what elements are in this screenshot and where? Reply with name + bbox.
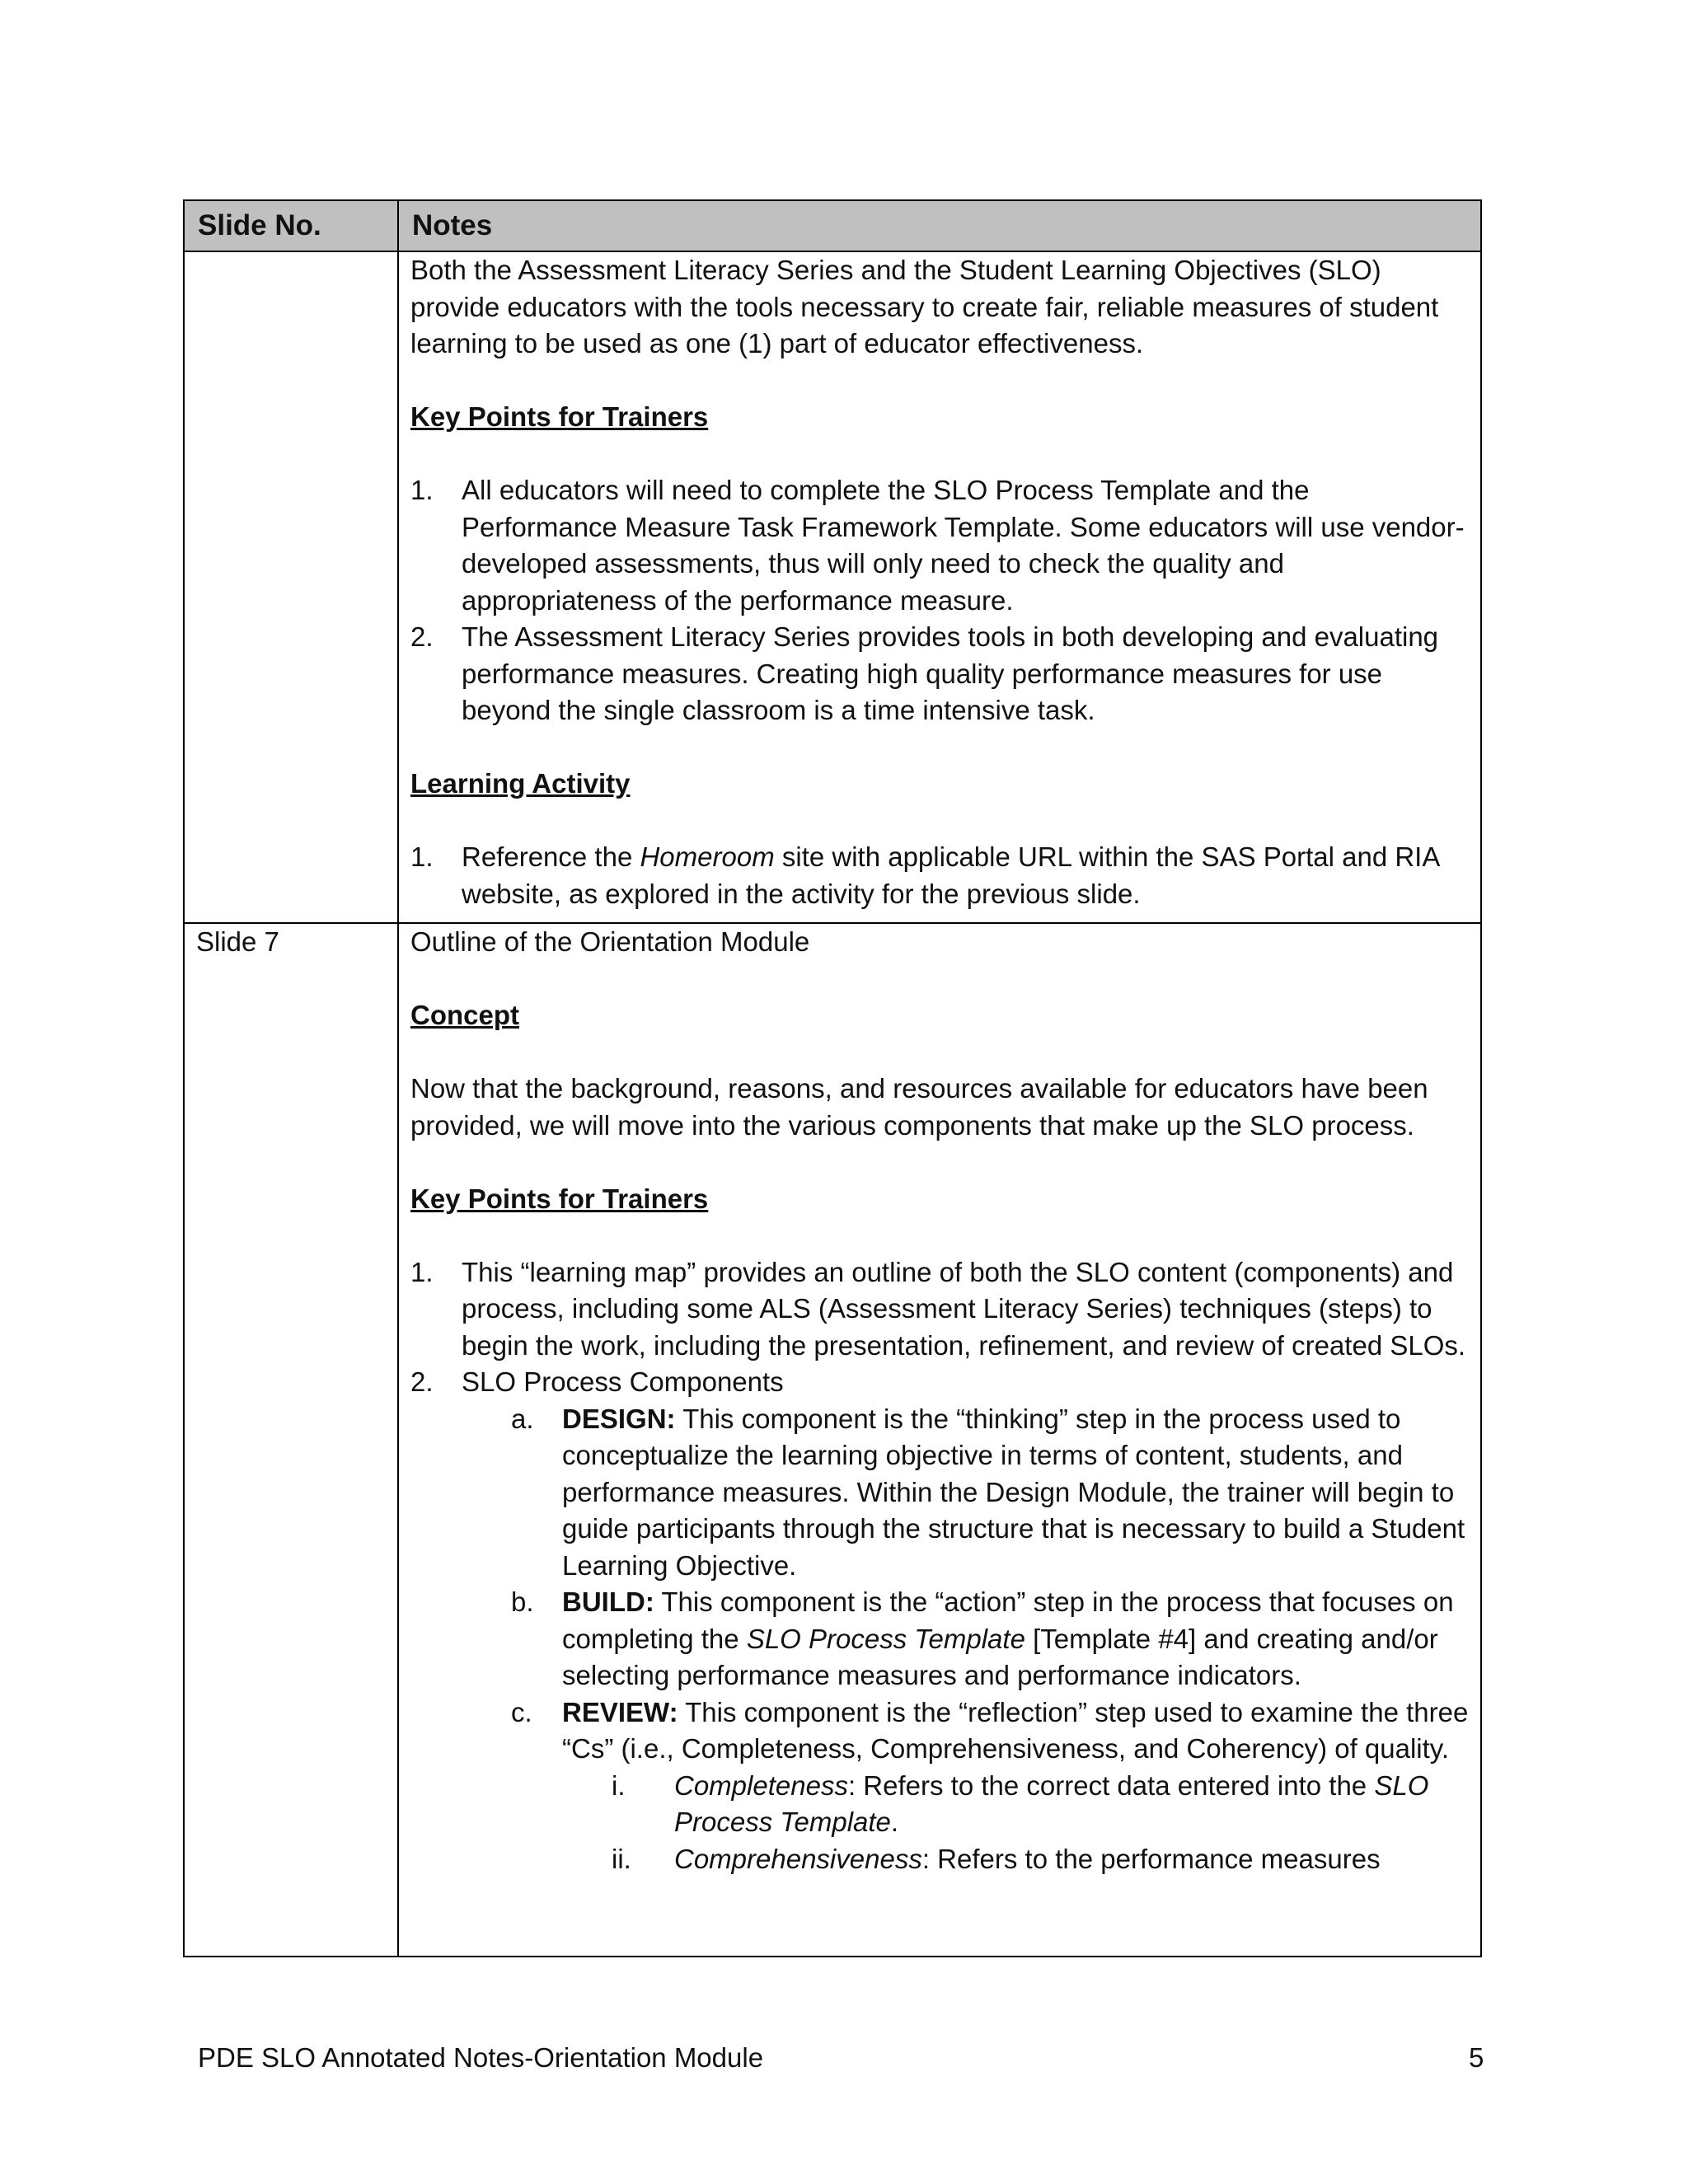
list-item: 1. This “learning map” provides an outline of both the SLO content (components) and process, including some ALS (Assessment Literacy Series) techniques (steps) to begin the work, including the presentation, refinement, and review of created SLOs. bbox=[410, 1256, 1466, 1361]
notes-cell bbox=[398, 251, 1481, 923]
list-item: c. REVIEW: This component is the “reflection” step used to examine the three “Cs” (i.e., Completeness, Comprehensiveness, and Coherency) of quality. bbox=[511, 1696, 1469, 1764]
concept-heading: Concept bbox=[410, 1000, 519, 1030]
table-header-row bbox=[184, 200, 1481, 251]
learning-activity-list bbox=[410, 839, 1469, 912]
list-item: 1. All educators will need to complete the SLO Process Template and the Performance Measure Task Framework Template. Some educators will use vendor-developed assessments, thus will only need to check the quality and appropriateness of the performance measure. bbox=[410, 475, 1465, 616]
list-item: 2. The Assessment Literacy Series provides tools in both developing and evaluating performance measures. Creating high quality performance measures for use beyond the single classroom is a time intensive task. bbox=[410, 621, 1439, 725]
slide-title: Outline of the Orientation Module bbox=[410, 926, 810, 957]
table-row bbox=[184, 923, 1481, 1957]
key-points-heading: Key Points for Trainers bbox=[410, 1183, 709, 1214]
key-points-heading: Key Points for Trainers bbox=[410, 401, 709, 432]
header-notes: Notes bbox=[398, 200, 1481, 251]
concept-paragraph: Now that the background, reasons, and resources available for educators have been provided, we will move into the various components that make up the SLO process. bbox=[410, 1073, 1428, 1141]
notes-cell bbox=[398, 923, 1481, 1957]
components-list bbox=[511, 1401, 1469, 1768]
footer-title: PDE SLO Annotated Notes-Orientation Module bbox=[198, 2042, 764, 2073]
notes-table bbox=[183, 199, 1482, 1957]
key-points-list bbox=[410, 472, 1469, 729]
list-item: a. DESIGN: This component is the “thinking” step in the process used to conceptualize the learning objective in terms of content, students, and performance measures. Within the Design Module, the trainer will begin to guide participants through the structure that is necessary to build a Student Learning Objective. bbox=[511, 1403, 1465, 1581]
intro-paragraph: Both the Assessment Literacy Series and the Student Learning Objectives (SLO) provide educators with the tools necessary to create fair, reliable measures of student learning to be used as one (1) part of educator effectiveness. bbox=[410, 255, 1439, 359]
learning-activity-heading: Learning Activity bbox=[410, 768, 631, 799]
quality-list bbox=[612, 1768, 1469, 1878]
slide-cell bbox=[184, 251, 398, 923]
list-item: i. Completeness: Refers to the correct data entered into the SLO Process Template. bbox=[612, 1769, 1429, 1837]
slide-cell: Slide 7 bbox=[184, 923, 398, 1957]
key-points-list bbox=[410, 1254, 1469, 1401]
list-item: 2. SLO Process Components bbox=[410, 1366, 784, 1397]
list-item: ii. Comprehensiveness: Refers to the performance measures bbox=[612, 1843, 1381, 1874]
table-row bbox=[184, 251, 1481, 923]
list-item: 1. Reference the Homeroom site with applicable URL within the SAS Portal and RIA website, as explored in the activity for the previous slide. bbox=[410, 841, 1439, 909]
list-item: b. BUILD: This component is the “action” step in the process that focuses on completing the SLO Process Template [Template #4] and creating and/or selecting performance measures and performance indicators. bbox=[511, 1586, 1454, 1690]
header-slide-no: Slide No. bbox=[184, 200, 398, 251]
page-number: 5 bbox=[1469, 2042, 1484, 2073]
